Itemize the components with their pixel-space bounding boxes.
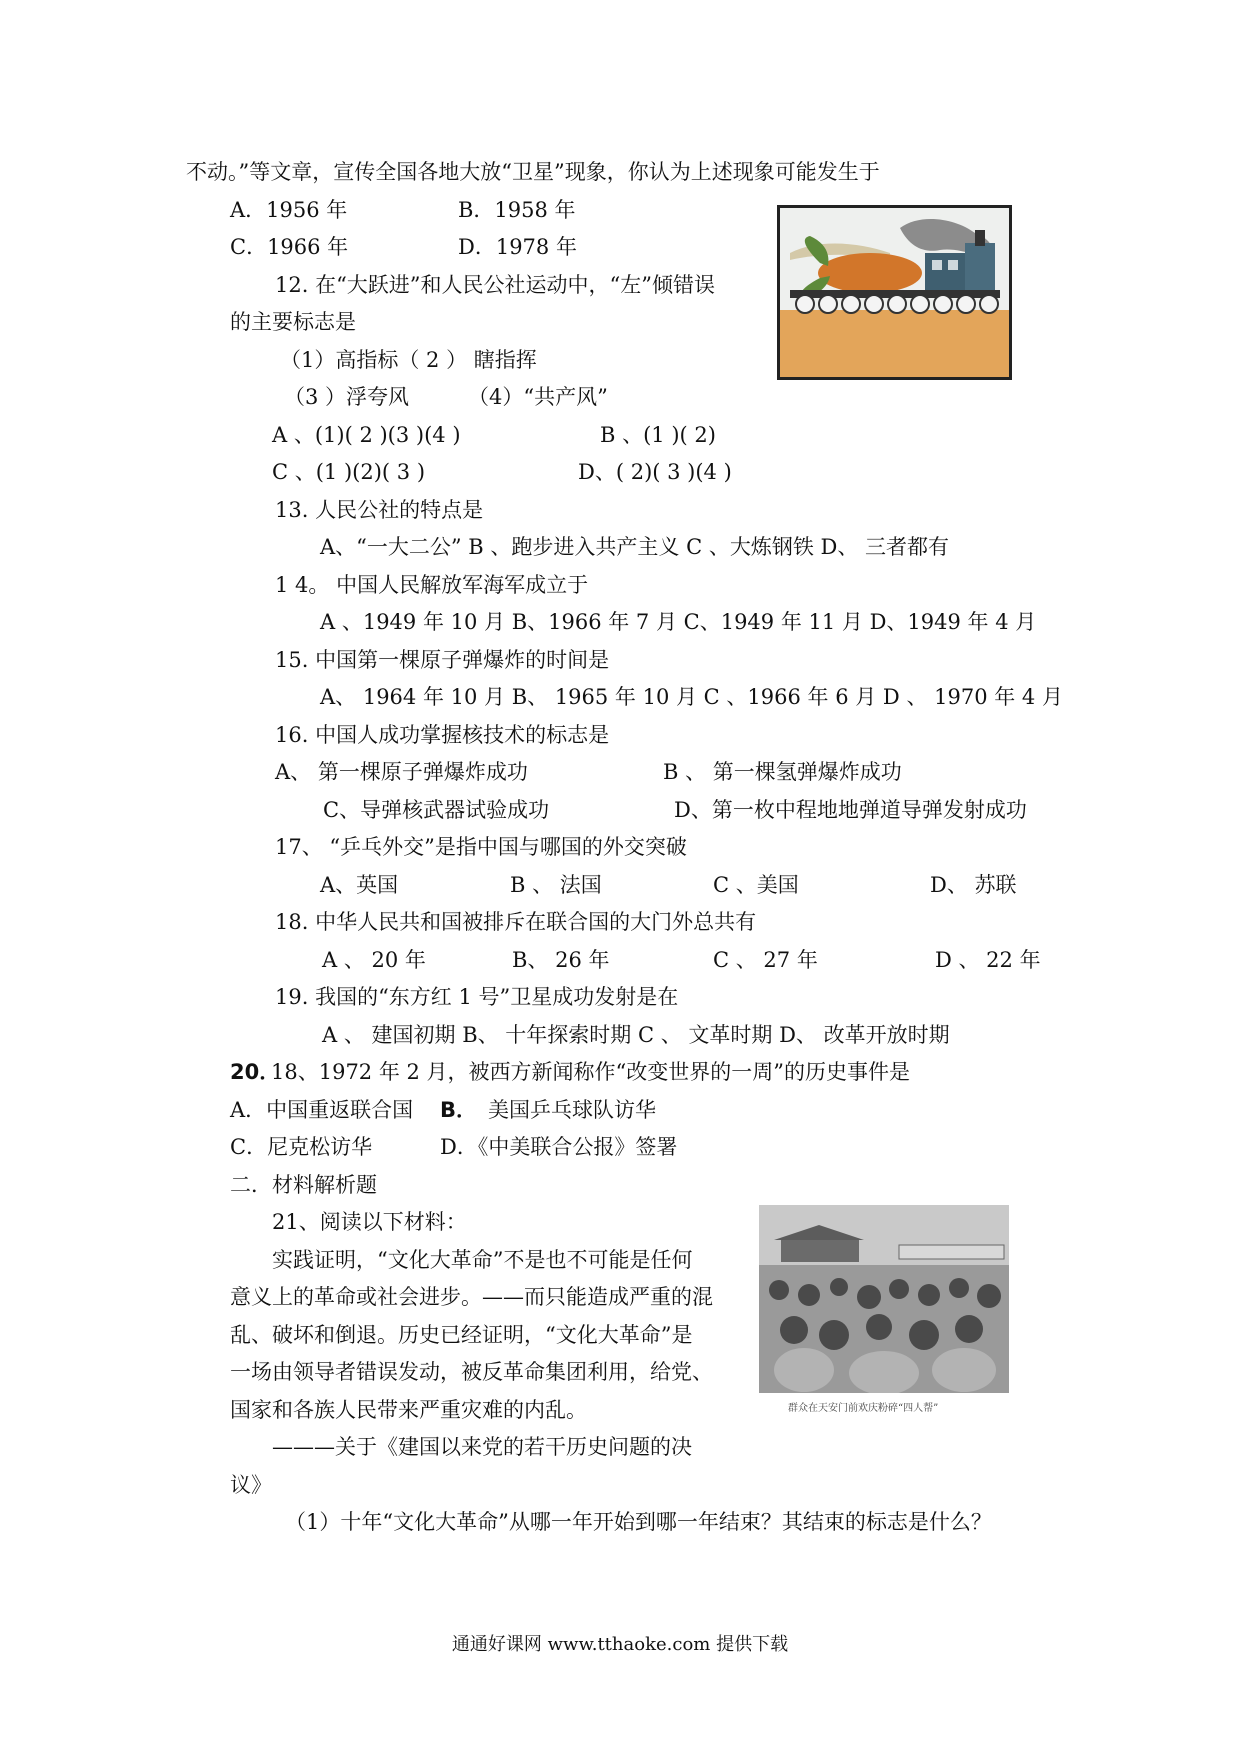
- q16-option-c: C、导弹核武器试验成功: [323, 798, 550, 822]
- q12-item-4: （4）“共产风”: [468, 385, 608, 409]
- q17-option-c: C 、美国: [713, 873, 799, 897]
- crowd-photo-icon: [759, 1205, 1009, 1393]
- q11-option-a: A．1956 年: [230, 198, 348, 222]
- q19-stem: 19. 我国的“东方红 1 号”卫星成功发射是在: [275, 985, 679, 1009]
- q17-option-b: B 、 法国: [510, 873, 602, 897]
- q13-options: A、“一大二公” B 、跑步进入共产主义 C 、大炼钢铁 D、 三者都有: [320, 535, 950, 559]
- q12-option-a: A 、(1)( 2 )(3 )(4 ): [272, 423, 461, 447]
- q19-options: A 、 建国初期 B、 十年探索时期 C 、 文革时期 D、 改革开放时期: [322, 1023, 950, 1047]
- q12-item-3: （3 ）浮夸风: [284, 385, 410, 409]
- q12-option-d: D、( 2)( 3 )(4 ): [578, 460, 732, 484]
- q14-options: A 、1949 年 10 月 B、1966 年 7 月 C、1949 年 11 月 D、1949 年 4 月: [320, 610, 1037, 634]
- q18-option-b: B、 26 年: [512, 948, 610, 972]
- q11-stem-tail: 不动。”等文章，宣传全国各地大放“卫星”现象，你认为上述现象可能发生于: [186, 160, 880, 184]
- q12-option-c: C 、(1 )(2)( 3 ): [272, 460, 426, 484]
- q15-stem: 15. 中国第一棵原子弹爆炸的时间是: [275, 648, 610, 672]
- q18-option-a: A 、 20 年: [322, 948, 426, 972]
- q17-option-a: A、英国: [320, 873, 399, 897]
- q21-source-cont: 议》: [230, 1473, 272, 1497]
- q14-stem: 1 4。 中国人民解放军海军成立于: [275, 573, 589, 597]
- q11-option-c: C．1966 年: [230, 235, 349, 259]
- q21-stem: 21、阅读以下材料：: [272, 1210, 467, 1234]
- q16-option-b: B 、 第一棵氢弹爆炸成功: [663, 760, 902, 784]
- q20-stem: 18、1972 年 2 月，被西方新闻称作“改变世界的一周”的历史事件是: [271, 1060, 911, 1084]
- q12-item-1-2: （1）高指标（ 2 ） 瞎指挥: [280, 348, 537, 372]
- q18-option-d: D 、 22 年: [935, 948, 1041, 972]
- q20-option-d: D．《中美联合公报》签署: [440, 1135, 678, 1159]
- q12-stem: 12. 在“大跃进”和人民公社运动中，“左”倾错误: [275, 273, 716, 297]
- q12-option-b: B 、(1 )( 2): [600, 423, 716, 447]
- q16-stem: 16. 中国人成功掌握核技术的标志是: [275, 723, 610, 747]
- cartoon-illustration: [777, 205, 1012, 380]
- q20-option-c: C．尼克松访华: [230, 1135, 373, 1159]
- section-2-heading: 二．材料解析题: [230, 1173, 377, 1197]
- q16-option-d: D、第一枚中程地地弹道导弹发射成功: [674, 798, 1027, 822]
- q21-source: ———关于《建国以来党的若干历史问题的决: [272, 1435, 692, 1459]
- q21-material-line-4: 一场由领导者错误发动，被反革命集团利用，给党、: [230, 1360, 713, 1384]
- q20-number: 20．: [230, 1060, 281, 1084]
- q21-material-line-2: 意义上的革命或社会进步。——而只能造成严重的混: [230, 1285, 713, 1309]
- q18-option-c: C 、 27 年: [713, 948, 818, 972]
- tiananmen-crowd-photo: [759, 1205, 1009, 1393]
- q11-option-b: B．1958 年: [458, 198, 576, 222]
- q20-option-b: 美国乒乓球队访华: [488, 1098, 656, 1122]
- q21-material-line-5: 国家和各族人民带来严重灾难的内乱。: [230, 1398, 587, 1422]
- q20-option-b-letter: B．: [440, 1098, 478, 1122]
- train-corn-cartoon-icon: [780, 208, 1009, 377]
- q17-option-d: D、 苏联: [930, 873, 1017, 897]
- q18-stem: 18. 中华人民共和国被排斥在联合国的大门外总共有: [275, 910, 757, 934]
- q11-option-d: D．1978 年: [458, 235, 577, 259]
- page-footer: 通通好课网 www.tthaoke.com 提供下载: [451, 1634, 789, 1655]
- q17-stem: 17、 “乒乓外交”是指中国与哪国的外交突破: [275, 835, 687, 859]
- q15-options: A、 1964 年 10 月 B、 1965 年 10 月 C 、1966 年 6 月 D 、 1970 年 4 月: [320, 685, 1063, 709]
- q20-option-a: A．中国重返联合国: [230, 1098, 414, 1122]
- q21-sub-question-1: （1）十年“文化大革命”从哪一年开始到哪一年结束？其结束的标志是什么？: [285, 1510, 992, 1534]
- q12-stem-cont: 的主要标志是: [230, 310, 356, 334]
- q13-stem: 13. 人民公社的特点是: [275, 498, 484, 522]
- q21-material-line-3: 乱、破坏和倒退。历史已经证明，“文化大革命”是: [230, 1323, 693, 1347]
- q16-option-a: A、 第一棵原子弹爆炸成功: [275, 760, 528, 784]
- q21-material-line-1: 实践证明，“文化大革命”不是也不可能是任何: [272, 1248, 693, 1272]
- photo-caption: 群众在天安门前欢庆粉碎“四人帮”: [788, 1403, 939, 1414]
